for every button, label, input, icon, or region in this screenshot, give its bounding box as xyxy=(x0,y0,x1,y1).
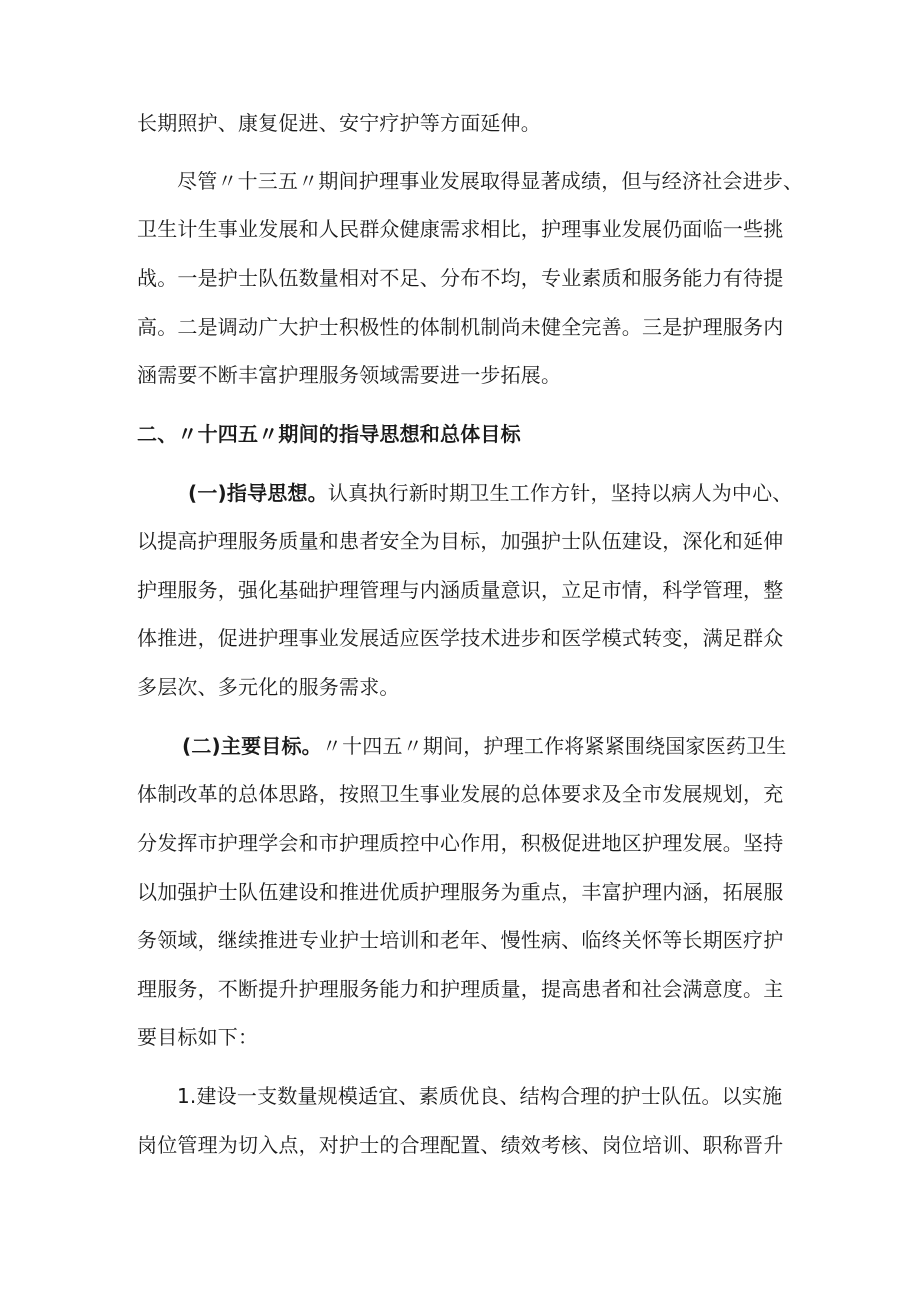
paragraph-lead: (二)主要目标。 xyxy=(182,734,322,758)
paragraph-line: 战。一是护士队伍数量相对不足、分布不均，专业素质和服务能力有待提 xyxy=(137,266,784,290)
paragraph-line: 涵需要不断丰富护理服务领域需要进一步拓展。 xyxy=(137,363,562,387)
paragraph-line: 要目标如下： xyxy=(137,1025,259,1049)
paragraph-line: 务领域，继续推进专业护士培训和老年、慢性病、临终关怀等长期医疗护 xyxy=(137,928,784,952)
paragraph-text: 〃十四五〃期间，护理工作将紧紧围绕国家医药卫生 xyxy=(321,734,787,758)
section-heading: 二、〃十四五〃期间的指导思想和总体目标 xyxy=(137,422,521,446)
paragraph-line: 护理服务，强化基础护理管理与内涵质量意识，立足市情，科学管理，整 xyxy=(137,578,784,602)
paragraph-line: 高。二是调动广大护士积极性的体制机制尚未健全完善。三是护理服务内 xyxy=(137,315,784,339)
paragraph-text: 认真执行新时期卫生工作方针，坚持以病人为中心、 xyxy=(327,481,793,505)
paragraph-line: 理服务，不断提升护理服务能力和护理质量，提高患者和社会满意度。主 xyxy=(137,977,784,1001)
paragraph-line xyxy=(182,733,842,759)
paragraph-line: 体制改革的总体思路，按照卫生事业发展的总体要求及全市发展规划，充 xyxy=(137,782,784,806)
paragraph-line: 长期照护、康复促进、安宁疗护等方面延伸。 xyxy=(137,111,541,135)
paragraph-line: 尽管〃十三五〃期间护理事业发展取得显著成绩，但与经济社会进步、 xyxy=(177,169,804,193)
paragraph-line: 1.建设一支数量规模适宜、素质优良、结构合理的护士队伍。以实施 xyxy=(177,1084,783,1108)
paragraph-line: 分发挥市护理学会和市护理质控中心作用，积极促进地区护理发展。坚持 xyxy=(137,831,784,855)
paragraph-line xyxy=(188,480,848,506)
paragraph-line: 岗位管理为切入点，对护士的合理配置、绩效考核、岗位培训、职称晋升 xyxy=(137,1133,784,1157)
paragraph-lead: (一)指导思想。 xyxy=(188,481,328,505)
paragraph-line: 多层次、多元化的服务需求。 xyxy=(137,675,400,699)
paragraph-line: 卫生计生事业发展和人民群众健康需求相比，护理事业发展仍面临一些挑 xyxy=(137,217,784,241)
paragraph-line: 以加强护士队伍建设和推进优质护理服务为重点，丰富护理内涵，拓展服 xyxy=(137,880,784,904)
paragraph-line: 体推进，促进护理事业发展适应医学技术进步和医学模式转变，满足群众 xyxy=(137,626,784,650)
paragraph-line: 以提高护理服务质量和患者安全为目标，加强护士队伍建设，深化和延伸 xyxy=(137,529,784,553)
